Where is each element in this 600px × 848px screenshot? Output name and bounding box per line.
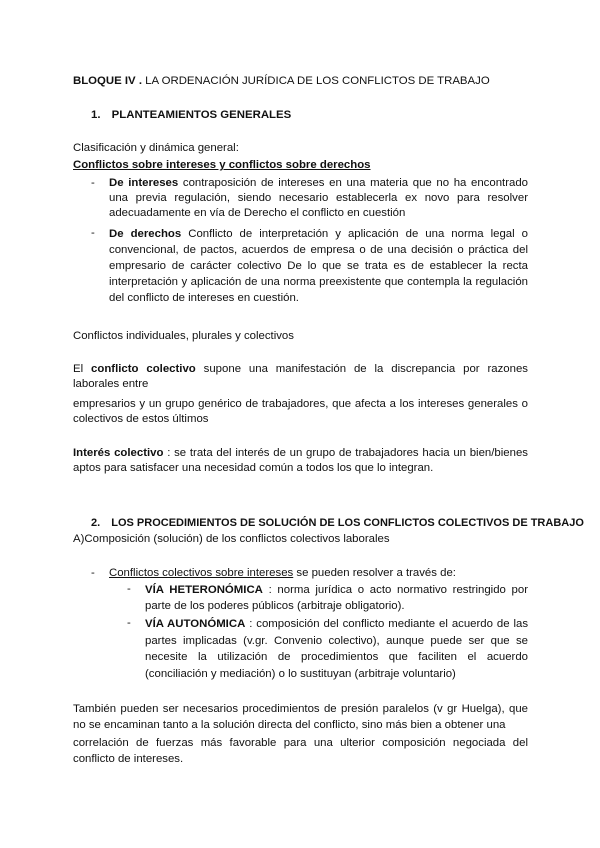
document-title [73, 74, 543, 89]
classification-line: Clasificación y dinámica general: [73, 142, 239, 154]
via-heteronomica-term: VÍA HETERONÓMICA [145, 584, 263, 596]
conflicto-colectivo-line-1 [73, 362, 528, 392]
bloque-title: LA ORDENACIÓN JURÍDICA DE LOS CONFLICTOS DE TRABAJO [141, 75, 490, 87]
interes-colectivo-term: Interés colectivo [73, 447, 164, 459]
section-1-heading [91, 108, 531, 123]
bullet-marker-heteronomica: - [127, 583, 131, 595]
conflicto-colectivo-text: supone una manifestación de la discrepancia por razones laborales entre [73, 363, 528, 390]
bullet-intereses [109, 176, 528, 221]
bullet-intereses-text: contraposición de intereses en una materia que no ha encontrado una previa regulación, siendo necesario establecerla ex novo para resolver adecuadamente en vía de Derecho el conflicto en cuestión [109, 177, 529, 219]
bullet-marker-derechos: - [91, 227, 95, 239]
colectivos-intereses-underlined: Conflictos colectivos sobre intereses [109, 567, 294, 579]
bullet-marker-colectivos: - [91, 567, 95, 579]
section-1-title: PLANTEAMIENTOS GENERALES [111, 109, 292, 121]
bullet-marker-intereses: - [91, 177, 95, 189]
bullet-intereses-term: De intereses [109, 177, 179, 189]
section-2-heading [91, 516, 584, 531]
section-2-title: LOS PROCEDIMIENTOS DE SOLUCIÓN DE LOS CONFLICTOS COLECTIVOS DE TRABAJO [111, 517, 584, 529]
colectivos-intereses-text: se pueden resolver a través de: [293, 567, 456, 579]
via-autonomica [145, 616, 528, 682]
conflicto-colectivo-term: conflicto colectivo [91, 363, 196, 375]
colectivos-intereses-line [109, 566, 529, 581]
conflicto-colectivo-prefix: El [73, 363, 92, 375]
conflicts-subheading [73, 158, 513, 173]
bullet-derechos-text: Conflicto de interpretación y aplicación de una norma legal o convencional, de pactos, acuerdos de empresa o de una decisión o práctica del empresario de carácter colectivo De lo que se trata es de establecer la recta interpretación y aplicación de una norma preexistente que contempla la regulación del conflicto de intereses en cuestión. [109, 228, 528, 304]
individual-conflicts-line: Conflictos individuales, plurales y colectivos [73, 330, 294, 342]
via-autonomica-term: VÍA AUTONÓMICA [145, 618, 246, 630]
closing-paragraph-line-1: También pueden ser necesarios procedimientos de presión paralelos (v gr Huelga), que no se encaminan tanto a la solución directa del conflicto, sino más bien a obtener una [73, 703, 528, 731]
conflicts-subheading-text: Conflictos sobre intereses y conflictos sobre derechos [73, 159, 371, 171]
via-autonomica-text: : composición del conflicto mediante el acuerdo de las partes implicadas (v.gr. Convenio colectivo), aunque puede ser que se necesite la utilización de procedimientos que faciliten el acuerdo (conciliación y mediación) o lo sustituyan (arbitraje voluntario) [145, 618, 529, 680]
interes-colectivo-paragraph [73, 446, 528, 476]
bloque-label: BLOQUE IV . [73, 75, 142, 87]
bullet-marker-autonomica: - [127, 617, 131, 629]
conflicto-colectivo-line-2: empresarios y un grupo genérico de trabajadores, que afecta a los intereses generales o colectivos de estos últimos [73, 398, 528, 425]
closing-paragraph-line-2: correlación de fuerzas más favorable para una ulterior composición negociada del conflicto de intereses. [73, 737, 528, 765]
bullet-derechos-term: De derechos [109, 228, 182, 240]
section-1-number: 1. [91, 109, 101, 121]
via-heteronomica-text: : norma jurídica o acto normativo restringido por parte de los poderes públicos (arbitraje obligatorio). [145, 584, 528, 612]
bullet-derechos [109, 226, 528, 306]
section-2-subheading: A)Composición (solución) de los conflictos colectivos laborales [73, 533, 390, 545]
interes-colectivo-text: : se trata del interés de un grupo de trabajadores hacia un bien/bienes aptos para satisfacer una necesidad común a todos los que lo integran. [73, 447, 528, 474]
section-2-number: 2. [91, 517, 101, 529]
via-heteronomica [145, 582, 528, 614]
